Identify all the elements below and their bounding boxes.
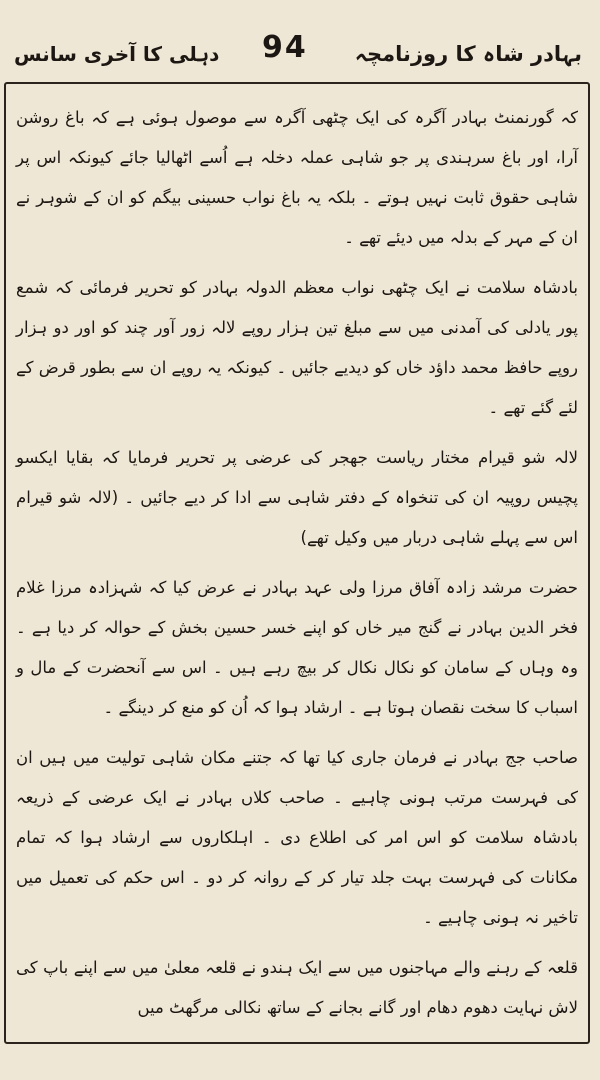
page-header	[0, 30, 600, 80]
paragraph-3: لالہ شو قیرام مختار ریاست جھجر کی عرضی پر تحریر فرمایا کہ بقایا ایکسو پچیس روپیہ ان کی تنخواہ کے دفتر شاہی سے ادا کر دیے جائیں ۔ (لالہ شو قیرام اس سے پہلے شاہی دربار میں وکیل تھے)	[16, 448, 578, 547]
running-title: دہلی کا آخری سانس	[14, 42, 220, 66]
paragraph-5: صاحب جج بہادر نے فرمان جاری کیا تھا کہ جتنے مکان شاہی تولیت میں ہیں ان کی فہرست مرتب ہونی چاہیے ۔ صاحب کلاں بہادر نے ایک عرضی کے ذریعہ بادشاہ سلامت کو اس امر کی اطلاع دی ۔ اہلکاروں سے ارشاد ہوا کہ تمام مکانات کی فہرست بہت جلد تیار کر کے روانہ کر دو ۔ اس حکم کی تعمیل میں تاخیر نہ ہونی چاہیے ۔	[16, 748, 578, 927]
text-frame	[4, 82, 590, 1044]
paragraph-4: حضرت مرشد زادہ آفاق مرزا ولی عہد بہادر نے عرض کیا کہ شہزادہ مرزا غلام فخر الدین بہادر نے گنج میر خاں کو اپنے خسر حسین بخش کے حوالہ کر دیا ہے ۔ وہ وہاں کے سامان کو نکال نکال کر بیچ رہے ہیں ۔ اس سے آنحضرت کے مال و اسباب کا سخت نقصان ہوتا ہے ۔ ارشاد ہوا کہ اُن کو منع کر دینگے ۔	[16, 578, 578, 717]
paragraph-2: بادشاہ سلامت نے ایک چٹھی نواب معظم الدولہ بہادر کو تحریر فرمائی کہ شمع پور یادلی کی آمدنی میں سے مبلغ تین ہزار روپے لالہ زور آور چند کو اور دو ہزار روپے حافظ محمد داؤد خاں کو دیدیے جائیں ۔ کیونکہ یہ روپے ان سے بطور قرض کے لئے گئے تھے ۔	[16, 278, 578, 417]
book-title: بہادر شاہ کا روزنامچہ	[354, 42, 582, 66]
paragraph-6: قلعہ کے رہنے والے مہاجنوں میں سے ایک ہندو نے قلعہ معلیٰ میں سے اپنے باپ کی لاش نہایت دھوم دھام اور گانے بجانے کے ساتھ نکالی مرگھٹ میں	[16, 958, 578, 1017]
page-number: 94	[262, 30, 308, 65]
paragraph-1: کہ گورنمنٹ بہادر آگرہ کی ایک چٹھی آگرہ سے موصول ہوئی ہے کہ باغ روشن آرا، اور باغ سرہندی پر جو شاہی عملہ دخلہ ہے اُسے اٹھالیا جائے کیونکہ اس پر شاہی حقوق ثابت نہیں ہوتے ۔ بلکہ یہ باغ نواب حسینی بیگم کو ان کے شوہر نے ان کے مہر کے بدلہ میں دیئے تھے ۔	[16, 108, 578, 247]
